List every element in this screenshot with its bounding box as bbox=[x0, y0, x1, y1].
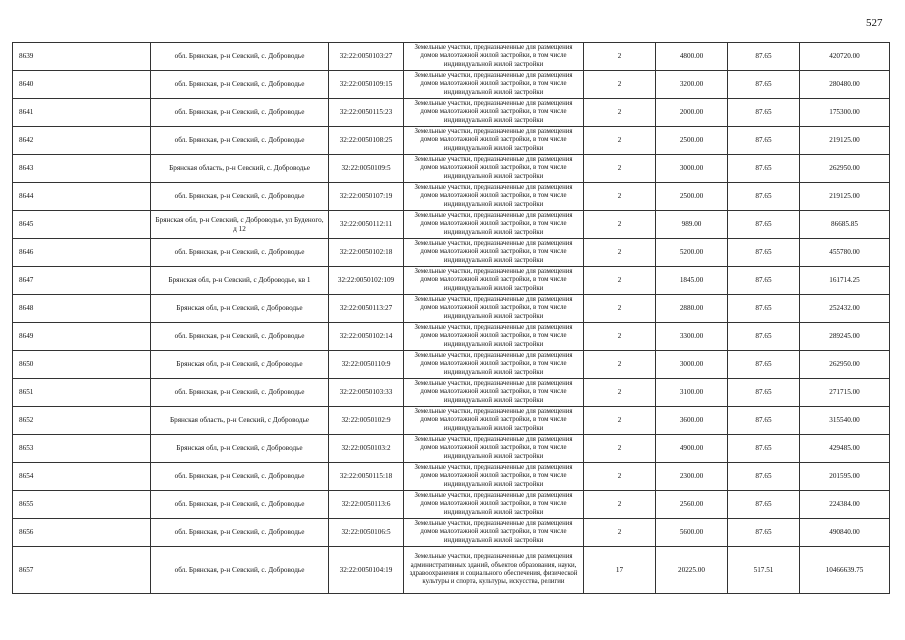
specific-value-cell: 87.65 bbox=[728, 435, 800, 463]
cadastral-number-cell: 32:22:0050104:19 bbox=[329, 547, 404, 594]
specific-value-cell: 87.65 bbox=[728, 43, 800, 71]
address-cell: Брянская область, р-н Севский, с Доброводье bbox=[151, 407, 329, 435]
table-row bbox=[13, 155, 890, 183]
table-row bbox=[13, 127, 890, 155]
table-row bbox=[13, 99, 890, 127]
cadastral-number-cell: 32:22:0050107:19 bbox=[329, 183, 404, 211]
specific-value-cell: 87.65 bbox=[728, 351, 800, 379]
row-number: 8653 bbox=[13, 435, 151, 463]
specific-value-cell: 87.65 bbox=[728, 463, 800, 491]
area-cell: 2500.00 bbox=[656, 127, 728, 155]
specific-value-cell: 87.65 bbox=[728, 127, 800, 155]
row-number: 8656 bbox=[13, 519, 151, 547]
area-cell: 4900.00 bbox=[656, 435, 728, 463]
area-cell: 2500.00 bbox=[656, 183, 728, 211]
group-number-cell: 2 bbox=[584, 99, 656, 127]
address-cell: Брянская обл, р-н Севский, с Доброводье bbox=[151, 351, 329, 379]
group-number-cell: 2 bbox=[584, 267, 656, 295]
cadastral-value-cell: 289245.00 bbox=[800, 323, 890, 351]
group-number-cell: 2 bbox=[584, 379, 656, 407]
specific-value-cell: 87.65 bbox=[728, 183, 800, 211]
cadastral-number-cell: 32:22:0050103:27 bbox=[329, 43, 404, 71]
cadastral-number-cell: 32:22:0050103:33 bbox=[329, 379, 404, 407]
cadastral-number-cell: 32:22:0050112:11 bbox=[329, 211, 404, 239]
specific-value-cell: 87.65 bbox=[728, 99, 800, 127]
table-row bbox=[13, 491, 890, 519]
land-use-purpose-cell: Земельные участки, предназначенные для размещения административных зданий, объектов образования, науки, здравоохранения и социального обеспечения, физической культуры и спорта, культуры, искусства, религии bbox=[404, 547, 584, 594]
land-use-purpose-cell: Земельные участки, предназначенные для размещения домов малоэтажной жилой застройки, в том числе индивидуальной жилой застройки bbox=[404, 295, 584, 323]
table-row bbox=[13, 211, 890, 239]
area-cell: 3100.00 bbox=[656, 379, 728, 407]
address-cell: Брянская обл, р-н Севский, с Доброводье, кв 1 bbox=[151, 267, 329, 295]
specific-value-cell: 87.65 bbox=[728, 407, 800, 435]
area-cell: 3000.00 bbox=[656, 155, 728, 183]
cadastral-value-cell: 219125.00 bbox=[800, 183, 890, 211]
specific-value-cell: 87.65 bbox=[728, 519, 800, 547]
group-number-cell: 2 bbox=[584, 351, 656, 379]
specific-value-cell: 87.65 bbox=[728, 71, 800, 99]
group-number-cell: 2 bbox=[584, 183, 656, 211]
group-number-cell: 2 bbox=[584, 491, 656, 519]
group-number-cell: 2 bbox=[584, 323, 656, 351]
row-number: 8657 bbox=[13, 547, 151, 594]
cadastral-number-cell: 32:22:0050109:15 bbox=[329, 71, 404, 99]
address-cell: обл. Брянская, р-н Севский, с. Доброводье bbox=[151, 323, 329, 351]
address-cell: обл. Брянская, р-н Севский, с. Доброводье bbox=[151, 127, 329, 155]
specific-value-cell: 87.65 bbox=[728, 295, 800, 323]
row-number: 8648 bbox=[13, 295, 151, 323]
area-cell: 2300.00 bbox=[656, 463, 728, 491]
table-row bbox=[13, 239, 890, 267]
group-number-cell: 2 bbox=[584, 211, 656, 239]
row-number: 8651 bbox=[13, 379, 151, 407]
table-row bbox=[13, 379, 890, 407]
cadastral-number-cell: 32:22:0050102:9 bbox=[329, 407, 404, 435]
land-use-purpose-cell: Земельные участки, предназначенные для размещения домов малоэтажной жилой застройки, в том числе индивидуальной жилой застройки bbox=[404, 323, 584, 351]
area-cell: 3600.00 bbox=[656, 407, 728, 435]
land-use-purpose-cell: Земельные участки, предназначенные для размещения домов малоэтажной жилой застройки, в том числе индивидуальной жилой застройки bbox=[404, 267, 584, 295]
area-cell: 5200.00 bbox=[656, 239, 728, 267]
table-row bbox=[13, 407, 890, 435]
specific-value-cell: 87.65 bbox=[728, 211, 800, 239]
table-row bbox=[13, 323, 890, 351]
address-cell: Брянская область, р-н Севский, с. Доброводье bbox=[151, 155, 329, 183]
table-body bbox=[13, 43, 890, 594]
cadastral-value-cell: 420720.00 bbox=[800, 43, 890, 71]
area-cell: 3200.00 bbox=[656, 71, 728, 99]
land-use-purpose-cell: Земельные участки, предназначенные для размещения домов малоэтажной жилой застройки, в том числе индивидуальной жилой застройки bbox=[404, 183, 584, 211]
area-cell: 3000.00 bbox=[656, 351, 728, 379]
cadastral-number-cell: 32:22:0050113:6 bbox=[329, 491, 404, 519]
area-cell: 1845.00 bbox=[656, 267, 728, 295]
specific-value-cell: 87.65 bbox=[728, 267, 800, 295]
land-use-purpose-cell: Земельные участки, предназначенные для размещения домов малоэтажной жилой застройки, в том числе индивидуальной жилой застройки bbox=[404, 211, 584, 239]
cadastral-value-cell: 262950.00 bbox=[800, 351, 890, 379]
land-use-purpose-cell: Земельные участки, предназначенные для размещения домов малоэтажной жилой застройки, в том числе индивидуальной жилой застройки bbox=[404, 519, 584, 547]
address-cell: обл. Брянская, р-н Севский, с. Доброводье bbox=[151, 379, 329, 407]
row-number: 8642 bbox=[13, 127, 151, 155]
row-number: 8640 bbox=[13, 71, 151, 99]
specific-value-cell: 87.65 bbox=[728, 155, 800, 183]
cadastral-number-cell: 32:22:0050113:27 bbox=[329, 295, 404, 323]
group-number-cell: 2 bbox=[584, 463, 656, 491]
table-row bbox=[13, 519, 890, 547]
row-number: 8654 bbox=[13, 463, 151, 491]
land-use-purpose-cell: Земельные участки, предназначенные для размещения домов малоэтажной жилой застройки, в том числе индивидуальной жилой застройки bbox=[404, 127, 584, 155]
group-number-cell: 2 bbox=[584, 239, 656, 267]
table-row bbox=[13, 435, 890, 463]
specific-value-cell: 87.65 bbox=[728, 239, 800, 267]
address-cell: Брянская обл, р-н Севский, с Доброводье, ул Буденого, д 12 bbox=[151, 211, 329, 239]
row-number: 8646 bbox=[13, 239, 151, 267]
table-row bbox=[13, 43, 890, 71]
address-cell: обл. Брянская, р-н Севский, с. Доброводье bbox=[151, 43, 329, 71]
cadastral-number-cell: 32:22:0050108:25 bbox=[329, 127, 404, 155]
specific-value-cell: 87.65 bbox=[728, 379, 800, 407]
cadastral-value-cell: 455780.00 bbox=[800, 239, 890, 267]
table-row bbox=[13, 463, 890, 491]
area-cell: 2000.00 bbox=[656, 99, 728, 127]
group-number-cell: 2 bbox=[584, 155, 656, 183]
specific-value-cell: 87.65 bbox=[728, 491, 800, 519]
cadastral-value-cell: 224384.00 bbox=[800, 491, 890, 519]
land-use-purpose-cell: Земельные участки, предназначенные для размещения домов малоэтажной жилой застройки, в том числе индивидуальной жилой застройки bbox=[404, 463, 584, 491]
address-cell: обл. Брянская, р-н Севский, с. Доброводье bbox=[151, 491, 329, 519]
area-cell: 989.00 bbox=[656, 211, 728, 239]
address-cell: обл. Брянская, р-н Севский, с. Доброводье bbox=[151, 239, 329, 267]
cadastral-value-cell: 490840.00 bbox=[800, 519, 890, 547]
cadastral-value-cell: 161714.25 bbox=[800, 267, 890, 295]
cadastral-value-cell: 315540.00 bbox=[800, 407, 890, 435]
land-use-purpose-cell: Земельные участки, предназначенные для размещения домов малоэтажной жилой застройки, в том числе индивидуальной жилой застройки bbox=[404, 379, 584, 407]
cadastral-value-cell: 262950.00 bbox=[800, 155, 890, 183]
address-cell: обл. Брянская, р-н Севский, с. Доброводье bbox=[151, 71, 329, 99]
address-cell: обл. Брянская, р-н Севский, с. Доброводье bbox=[151, 463, 329, 491]
area-cell: 2880.00 bbox=[656, 295, 728, 323]
page-number: 527 bbox=[866, 17, 883, 29]
specific-value-cell: 87.65 bbox=[728, 323, 800, 351]
land-use-purpose-cell: Земельные участки, предназначенные для размещения домов малоэтажной жилой застройки, в том числе индивидуальной жилой застройки bbox=[404, 407, 584, 435]
address-cell: Брянская обл, р-н Севский, с Доброводье bbox=[151, 295, 329, 323]
group-number-cell: 2 bbox=[584, 407, 656, 435]
cadastral-number-cell: 32:22:0050115:18 bbox=[329, 463, 404, 491]
land-use-purpose-cell: Земельные участки, предназначенные для размещения домов малоэтажной жилой застройки, в том числе индивидуальной жилой застройки bbox=[404, 351, 584, 379]
address-cell: Брянская обл, р-н Севский, с Доброводье bbox=[151, 435, 329, 463]
cadastral-value-cell: 175300.00 bbox=[800, 99, 890, 127]
table-row bbox=[13, 351, 890, 379]
cadastral-value-cell: 86685.85 bbox=[800, 211, 890, 239]
cadastral-value-cell: 271715.00 bbox=[800, 379, 890, 407]
cadastral-number-cell: 32:22:0050102:18 bbox=[329, 239, 404, 267]
cadastral-value-cell: 10466639.75 bbox=[800, 547, 890, 594]
land-use-purpose-cell: Земельные участки, предназначенные для размещения домов малоэтажной жилой застройки, в том числе индивидуальной жилой застройки bbox=[404, 99, 584, 127]
cadastral-value-cell: 252432.00 bbox=[800, 295, 890, 323]
row-number: 8655 bbox=[13, 491, 151, 519]
area-cell: 2560.00 bbox=[656, 491, 728, 519]
cadastral-number-cell: 32:22:0050110:9 bbox=[329, 351, 404, 379]
table-row bbox=[13, 547, 890, 594]
address-cell: обл. Брянская, р-н Севский, с. Доброводье bbox=[151, 99, 329, 127]
land-use-purpose-cell: Земельные участки, предназначенные для размещения домов малоэтажной жилой застройки, в том числе индивидуальной жилой застройки bbox=[404, 43, 584, 71]
cadastral-number-cell: 32:22:0050103:2 bbox=[329, 435, 404, 463]
row-number: 8652 bbox=[13, 407, 151, 435]
area-cell: 4800.00 bbox=[656, 43, 728, 71]
row-number: 8639 bbox=[13, 43, 151, 71]
land-use-purpose-cell: Земельные участки, предназначенные для размещения домов малоэтажной жилой застройки, в том числе индивидуальной жилой застройки bbox=[404, 239, 584, 267]
table-row bbox=[13, 183, 890, 211]
cadastral-number-cell: 32:22:0050115:23 bbox=[329, 99, 404, 127]
cadastral-number-cell: 32:22:0050102:14 bbox=[329, 323, 404, 351]
table-row bbox=[13, 295, 890, 323]
group-number-cell: 2 bbox=[584, 71, 656, 99]
row-number: 8644 bbox=[13, 183, 151, 211]
specific-value-cell: 517.51 bbox=[728, 547, 800, 594]
cadastral-number-cell: 32:22:0050109:5 bbox=[329, 155, 404, 183]
table-row bbox=[13, 267, 890, 295]
row-number: 8641 bbox=[13, 99, 151, 127]
cadastral-value-cell: 219125.00 bbox=[800, 127, 890, 155]
group-number-cell: 17 bbox=[584, 547, 656, 594]
table-row bbox=[13, 71, 890, 99]
cadastral-value-cell: 280480.00 bbox=[800, 71, 890, 99]
group-number-cell: 2 bbox=[584, 127, 656, 155]
cadastral-value-table bbox=[12, 42, 890, 594]
group-number-cell: 2 bbox=[584, 435, 656, 463]
row-number: 8649 bbox=[13, 323, 151, 351]
address-cell: обл. Брянская, р-н Севский, с. Доброводье bbox=[151, 183, 329, 211]
group-number-cell: 2 bbox=[584, 43, 656, 71]
cadastral-number-cell: 32:22:0050106:5 bbox=[329, 519, 404, 547]
land-use-purpose-cell: Земельные участки, предназначенные для размещения домов малоэтажной жилой застройки, в том числе индивидуальной жилой застройки bbox=[404, 71, 584, 99]
land-use-purpose-cell: Земельные участки, предназначенные для размещения домов малоэтажной жилой застройки, в том числе индивидуальной жилой застройки bbox=[404, 491, 584, 519]
area-cell: 20225.00 bbox=[656, 547, 728, 594]
land-use-purpose-cell: Земельные участки, предназначенные для размещения домов малоэтажной жилой застройки, в том числе индивидуальной жилой застройки bbox=[404, 435, 584, 463]
row-number: 8645 bbox=[13, 211, 151, 239]
cadastral-number-cell: 32:22:0050102:109 bbox=[329, 267, 404, 295]
address-cell: обл. Брянская, р-н Севский, с. Доброводье bbox=[151, 519, 329, 547]
row-number: 8650 bbox=[13, 351, 151, 379]
row-number: 8647 bbox=[13, 267, 151, 295]
area-cell: 3300.00 bbox=[656, 323, 728, 351]
cadastral-value-cell: 201595.00 bbox=[800, 463, 890, 491]
cadastral-value-cell: 429485.00 bbox=[800, 435, 890, 463]
area-cell: 5600.00 bbox=[656, 519, 728, 547]
group-number-cell: 2 bbox=[584, 519, 656, 547]
group-number-cell: 2 bbox=[584, 295, 656, 323]
row-number: 8643 bbox=[13, 155, 151, 183]
land-use-purpose-cell: Земельные участки, предназначенные для размещения домов малоэтажной жилой застройки, в том числе индивидуальной жилой застройки bbox=[404, 155, 584, 183]
address-cell: обл. Брянская, р-н Севский, с. Доброводье bbox=[151, 547, 329, 594]
